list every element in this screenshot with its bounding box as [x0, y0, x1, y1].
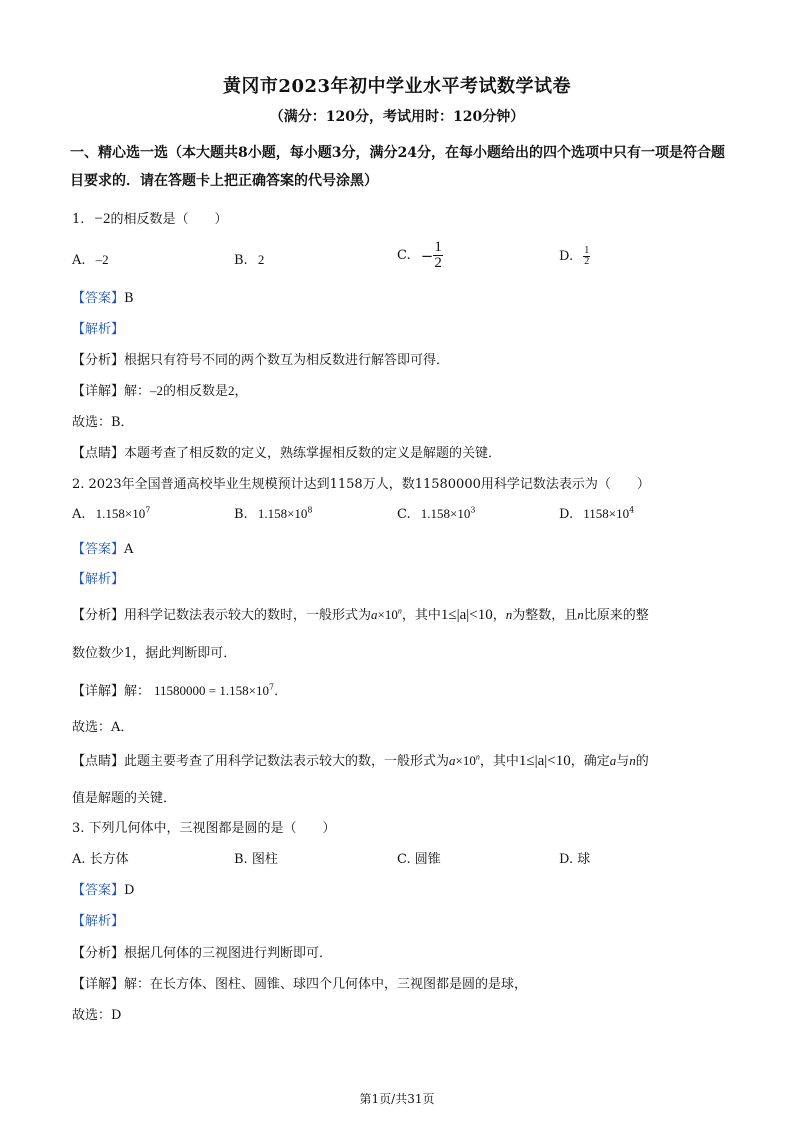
denominator: 2 [434, 255, 442, 271]
fenxi-text: 根据只有符号不同的两个数互为相反数进行解答即可得． [124, 353, 450, 368]
answer-tag: 【答案】 [72, 883, 125, 898]
dianjing-math: ×10 [455, 753, 476, 768]
q3-fenxi [72, 942, 332, 961]
fenxi-text: ，其中 [401, 608, 441, 623]
answer-value: B [124, 291, 134, 306]
xiangjie-math: 11580000 = 1.158×10 [154, 683, 269, 698]
q1-xiangjie [72, 380, 248, 399]
question-1-stem [72, 208, 228, 228]
q1-fenxi [72, 349, 449, 368]
fenxi-math: ×10 [377, 607, 398, 622]
section-heading: 一、精心选一选（本大题共8小题，每小题3分，满分24分，在每小题给出的四个选项中只有一项是符合题目要求的．请在答题卡上把正确答案的代号涂黑） [70, 145, 725, 189]
option-value: 2 [257, 252, 265, 267]
fraction [433, 240, 443, 271]
q2-option-a [72, 506, 150, 522]
option-label: D. [559, 507, 574, 522]
exponent: n [475, 752, 480, 762]
page-subtitle: （满分：120分，考试用时：120分钟） [269, 109, 525, 125]
q2-fenxi-line2: 数位数少1，据此判断即可． [72, 646, 237, 661]
fenxi-text: 为整数，且 [512, 608, 578, 623]
q1-choice: 故选：B． [72, 415, 134, 430]
q1-option-d [559, 246, 590, 267]
page-footer: 第1页/共31页 [359, 1092, 435, 1106]
stem-math: −2 [94, 211, 111, 227]
question-2-stem: 2. 2023年全国普通高校毕业生规模预计达到1158万人，数11580000用科学记数法表示为（ ） [72, 477, 650, 492]
fenxi-tag: 【分析】 [72, 608, 125, 623]
q1-analysis-tag: 【解析】 [72, 322, 125, 337]
option-value: 1.158×10 [257, 506, 308, 521]
dianjing-math: a [449, 753, 456, 768]
fenxi-math: n [505, 607, 513, 622]
xiangjie-text: ． [274, 684, 288, 699]
fenxi-tag: 【分析】 [72, 353, 125, 368]
dianjing-text: 本题考查了相反数的定义，熟练掌握相反数的定义是解题的关键． [124, 446, 502, 461]
q2-dianjing [72, 750, 649, 770]
q1-option-c [397, 240, 443, 271]
fenxi-math: a [371, 607, 378, 622]
dianjing-tag: 【点睛】 [72, 754, 125, 769]
denominator: 2 [584, 256, 590, 267]
q2-option-c [397, 506, 475, 522]
xiangjie-tag: 【详解】 [72, 384, 125, 399]
option-label: A. [72, 507, 86, 522]
q3-choice: 故选：D [72, 1008, 122, 1023]
minus-sign: − [420, 246, 434, 265]
fenxi-text: 根据几何体的三视图进行判断即可． [124, 946, 333, 961]
fenxi-tag: 【分析】 [72, 946, 125, 961]
fenxi-text: 比原来的整 [583, 608, 649, 623]
xiangjie-tag: 【详解】 [72, 977, 125, 992]
answer-tag: 【答案】 [72, 542, 125, 557]
fenxi-text: ， [492, 608, 506, 623]
question-number: 1. [72, 212, 85, 227]
question-3-stem: 3. 下列几何体中，三视图都是圆的是（ ） [72, 821, 336, 836]
option-value: 1.158×10 [95, 506, 146, 521]
q3-analysis-tag: 【解析】 [72, 914, 125, 929]
answer-value: D [124, 883, 135, 898]
stem-text: 的相反数是（ ） [110, 212, 228, 227]
option-value: 1.158×10 [420, 506, 471, 521]
xiangjie-math: –2 [150, 383, 164, 398]
option-label: A. [72, 253, 86, 268]
q3-option-b: B. 图柱 [234, 852, 278, 867]
q1-dianjing [72, 442, 501, 461]
fenxi-math: n [577, 607, 584, 622]
option-label: D. [559, 249, 574, 264]
q1-option-b [234, 252, 264, 268]
q2-option-d [559, 506, 634, 522]
xiangjie-text: 解： [124, 684, 151, 699]
q2-dianjing-line2: 值是解题的关键． [72, 791, 177, 806]
option-label: C. [397, 248, 411, 263]
dianjing-math: 1≤|a|<10 [518, 753, 571, 769]
q1-answer [72, 287, 134, 306]
exponent: 7 [145, 505, 151, 515]
q3-option-c: C. 圆锥 [397, 852, 441, 867]
dianjing-tag: 【点睛】 [72, 446, 125, 461]
q2-option-b [234, 506, 313, 522]
q3-option-a: A. 长方体 [72, 852, 129, 867]
xiangjie-math: 2 [228, 383, 235, 398]
q3-xiangjie [72, 973, 527, 992]
exponent: 7 [268, 682, 275, 692]
xiangjie-text: 解：在长方体、图柱、圆锥、球四个几何体中，三视图都是圆的是球， [124, 977, 528, 992]
exponent: 3 [470, 505, 476, 515]
exponent: 8 [307, 505, 313, 515]
exponent: 4 [629, 505, 635, 515]
fraction [583, 246, 590, 267]
q1-option-a [72, 252, 109, 268]
q2-fenxi [72, 604, 649, 624]
q2-choice: 故选：A． [72, 720, 134, 735]
option-label: C. [397, 507, 411, 522]
answer-tag: 【答案】 [72, 291, 125, 306]
option-value: –2 [95, 252, 109, 267]
option-label: B. [234, 253, 248, 268]
option-value: 1158×10 [583, 506, 630, 521]
xiangjie-text: 的相反数是 [163, 384, 229, 399]
q2-answer [72, 538, 133, 557]
q2-analysis-tag: 【解析】 [72, 572, 125, 587]
dianjing-text: ，确定 [570, 754, 610, 769]
dianjing-text: 此题主要考查了用科学记数法表示较大的数，一般形式为 [124, 754, 450, 769]
dianjing-text: ，其中 [479, 754, 519, 769]
dianjing-math: a [609, 753, 617, 768]
fenxi-text: 用科学记数法表示较大的数时，一般形式为 [124, 608, 372, 623]
q3-option-d: D. 球 [559, 852, 591, 867]
numerator: 1 [434, 239, 442, 255]
fenxi-math: 1≤|a|<10 [440, 607, 493, 623]
dianjing-text: 的 [635, 754, 649, 769]
xiangjie-text: ， [234, 384, 248, 399]
q2-xiangjie [72, 680, 287, 699]
q3-answer [72, 879, 134, 898]
exponent: n [397, 606, 402, 616]
numerator: 1 [584, 245, 590, 256]
page-title: 黄冈市2023年初中学业水平考试数学试卷 [222, 76, 572, 97]
answer-value: A [124, 542, 134, 557]
option-label: B. [234, 507, 248, 522]
dianjing-math: n [629, 753, 636, 768]
dianjing-text: 与 [616, 754, 630, 769]
xiangjie-text: 解： [124, 384, 151, 399]
xiangjie-tag: 【详解】 [72, 684, 125, 699]
